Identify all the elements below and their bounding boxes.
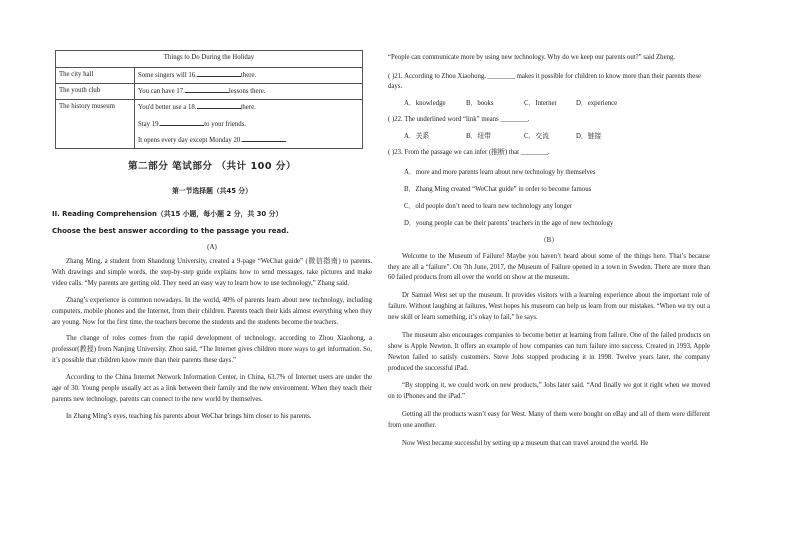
- option[interactable]: D．链接: [576, 133, 602, 141]
- fill-text: Stay 19.: [138, 120, 161, 128]
- fill-blank-18[interactable]: [197, 102, 241, 109]
- fill-text: Some singers will 16.: [138, 72, 197, 79]
- options-row: [388, 97, 710, 107]
- table-place-cell: The youth club: [56, 83, 135, 99]
- holiday-table: [55, 50, 363, 149]
- table-content-cell: [135, 68, 363, 84]
- fill-text: to your friends.: [204, 120, 246, 128]
- passage-b-paragraph: Now West became successful by setting up a museum that can travel around the world. He: [402, 439, 649, 447]
- question-text: The underlined word “link” means ________.: [404, 116, 530, 124]
- question-number: ( )23.: [388, 149, 403, 157]
- passage-b-paragraph: The museum also encourages companies to become better at learning from failure. One of the failed products on show is Apple Newton. It offers an example of how companies can turn failure into success. Created in 1993, Apple Newton failed to satisfy customers. Steve Jobs stopped producing it in 1998. Twelve years later, the company produced the successful iPad.: [388, 331, 710, 372]
- part2-title: 第二部分 笔试部分 （共计 100 分）: [127, 161, 297, 173]
- fill-text: You can have 17.: [138, 87, 185, 95]
- fill-blank-16[interactable]: [197, 70, 241, 77]
- table-row: [56, 68, 363, 84]
- option[interactable]: B．Zhang Ming created “WeChat guide” in order to become famous: [404, 185, 592, 193]
- option[interactable]: B．纽带: [466, 133, 491, 141]
- option[interactable]: D．experience: [576, 100, 618, 108]
- fill-text: there.: [240, 103, 256, 111]
- passage-b-paragraph: “By stopping it, we could work on new products,” Jobs later said. “And finally we got it right when we moved on to iPhones and the iPad.”: [388, 382, 710, 401]
- passage-a-paragraph: Zhang Ming, a student from Shandong University, created a 9-page “WeChat guide” (微信指南) to parents. With drawings and simple words, the step-by-step guide explains how to send messages, take pictures and make video calls. “My parents are getting old. They need an easy way to learn how to use technology,” Zhang said.: [52, 258, 372, 287]
- option[interactable]: A．关系: [404, 133, 430, 141]
- reading-title: II. Reading Comprehension（共15 小题，每小题 2 分，共 30 分）: [52, 210, 283, 219]
- passage-b-paragraph: Welcome to the Museum of Failure! Maybe you haven’t heard about some of the things here. That’s because they are all a “failure”. On 7th June, 2017, the Museum of Failure opened in a town in Sweden. There are more than 60 failed products from all over the world on show at the museum.: [388, 252, 710, 282]
- passage-a-paragraph: In Zhang Ming’s eyes, teaching his parents about WeChat brings him closer to his parents.: [66, 412, 312, 420]
- table-row: [56, 99, 363, 149]
- question-22: [388, 115, 710, 125]
- question-21: [388, 72, 710, 92]
- passage-a-paragraph: Zhang’s experience is common nowadays. In the world, 40% of parents learn about new technology, including computers, mobile phones and the Internet, from their children. Parents teach their kids almost everything when they are young. Now for the first time, the teachers become the students and the students become the teachers.: [52, 296, 372, 326]
- option[interactable]: A．more and more parents learn about new technology by themselves: [404, 168, 596, 176]
- passage-b-paragraph: Getting all the products wasn’t easy for West. Many of them were bought on eBay and all of them were different from one another.: [388, 411, 710, 429]
- question-text: According to Zhou Xiaohong, ________ makes it possible for children to know more than their parents these days.: [388, 72, 701, 91]
- table-row: [56, 83, 363, 99]
- option[interactable]: C．交流: [524, 133, 549, 141]
- passage-a-label: (A): [207, 243, 217, 252]
- question-text: From the passage we can infer (推断) that ________.: [404, 149, 550, 157]
- left-column: [52, 50, 372, 423]
- table-content-cell: [135, 83, 363, 99]
- table-title: Things to Do During the Holiday: [56, 51, 363, 68]
- fill-blank-19[interactable]: [160, 119, 204, 126]
- question-number: ( )21.: [388, 72, 403, 80]
- passage-b-label: （B）: [539, 235, 559, 244]
- options-row: [388, 130, 710, 140]
- passage-b-paragraph: Dr Samuel West set up the museum. It provides visitors with a learning experience about the important role of failure. Without laughing at failures, West hopes his museum can help us learn from our mistakes. “When we try out a new skill or learn something, it’s okay to fail,” he says.: [388, 292, 710, 321]
- table-place-cell: The city hall: [56, 68, 135, 84]
- passage-a-paragraph: The change of roles comes from the rapid development of technology, according to Zhou Xiaohong, a professor(教授) from Nanjing University. Zhou said, “The Internet gives children more ways to get information. So, it’s possible that children know more than their parents these days.”: [52, 335, 372, 365]
- option[interactable]: D．young people can be their parents’ teachers in the age of new technology: [404, 219, 614, 227]
- fill-text: It opens every day except Monday 20.: [138, 137, 242, 145]
- fill-blank-20[interactable]: [242, 135, 286, 142]
- section1-title: 第一节选择题（共45 分）: [172, 187, 252, 196]
- fill-blank-17[interactable]: [185, 86, 229, 93]
- right-column: [388, 50, 710, 450]
- option[interactable]: C．Internet: [524, 100, 557, 108]
- option[interactable]: C．old people don’t need to learn new technology any longer: [404, 202, 573, 210]
- option[interactable]: B．books: [466, 100, 494, 108]
- fill-text: lessons there.: [228, 87, 266, 95]
- choose-instruction: Choose the best answer according to the passage you read.: [52, 227, 289, 236]
- question-number: ( )22.: [388, 116, 403, 124]
- question-23: [388, 148, 710, 158]
- table-content-cell: [135, 99, 363, 149]
- table-place-cell: The history museum: [56, 99, 135, 149]
- continued-paragraph: “People can communicate more by using new technology. Why do we keep our parents out?” said Zheng.: [388, 54, 676, 61]
- passage-a-paragraph: According to the China Internet Network Information Center, in China, 63.7% of Internet users are under the age of 30. Young people usually act as a link between their family and the new environment. When they teach their parents new technology, parents can connect to the new world by themselves.: [52, 374, 372, 403]
- fill-text: You'd better use a 18.: [138, 103, 197, 111]
- fill-text: there.: [240, 72, 257, 79]
- option[interactable]: A．knowledge: [404, 100, 446, 108]
